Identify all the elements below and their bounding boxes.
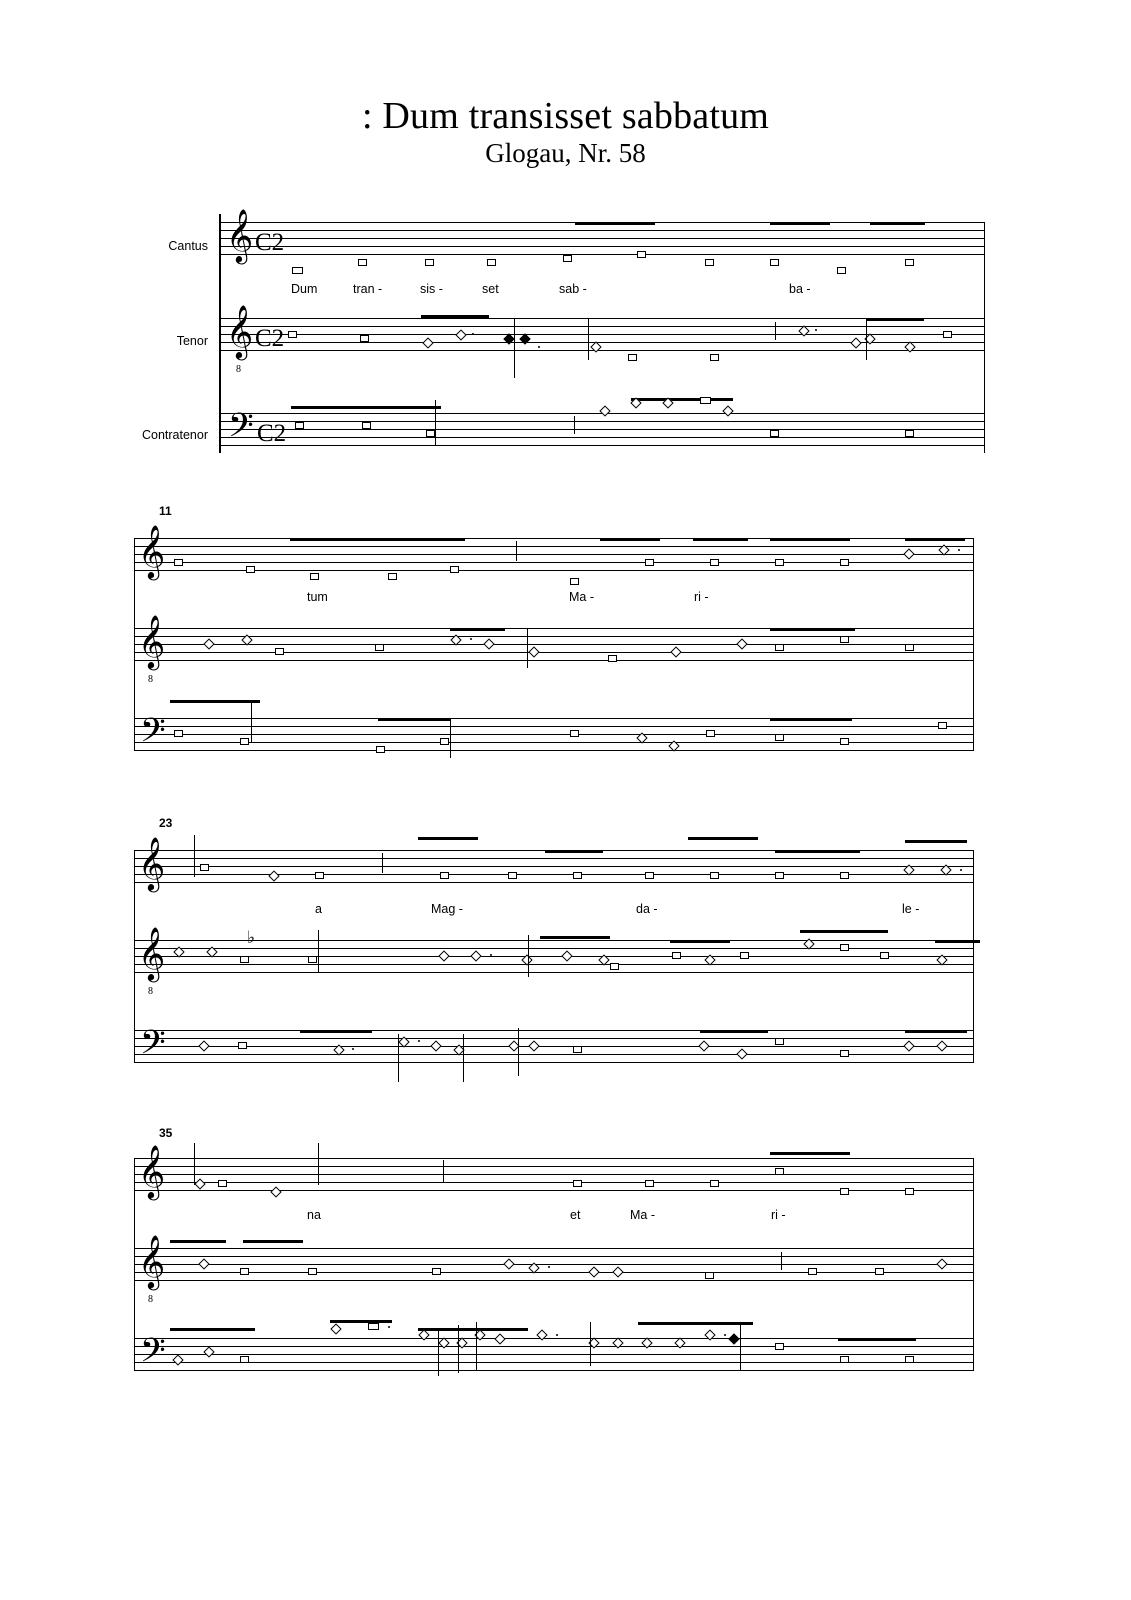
octave-8-icon: 8: [236, 364, 241, 375]
beam: [700, 1030, 768, 1033]
note: [368, 1323, 379, 1330]
note: [710, 354, 719, 361]
note: [840, 1188, 849, 1195]
stem: [514, 318, 515, 378]
bass-clef-icon: 𝄢: [140, 712, 166, 758]
lyric-syllable: sab -: [559, 282, 587, 296]
beam: [905, 538, 965, 541]
part-name-contratenor: Contratenor: [141, 428, 208, 442]
beam: [770, 1152, 850, 1155]
note: [440, 872, 449, 879]
beam: [330, 1320, 392, 1323]
staff-cantus: [134, 1158, 974, 1190]
lyric-syllable: a: [315, 902, 322, 916]
note: [740, 952, 749, 959]
treble-clef-icon: 𝄞: [138, 1234, 166, 1288]
note: [376, 746, 385, 753]
note: [200, 864, 209, 871]
lyric-syllable: ba -: [789, 282, 811, 296]
barline: [134, 1158, 135, 1370]
treble-clef-icon: 𝄞: [138, 836, 166, 890]
lyric-syllable: sis -: [420, 282, 443, 296]
stem: [443, 1160, 444, 1182]
page-subtitle: Glogau, Nr. 58: [485, 138, 646, 168]
note: [240, 956, 249, 963]
note: [426, 430, 435, 437]
note: [440, 738, 449, 745]
stem: [574, 416, 575, 434]
beam: [638, 1322, 753, 1325]
augmentation-dot: [556, 1334, 558, 1336]
treble-clef-icon: 𝄞: [226, 208, 254, 262]
stem: [781, 1252, 782, 1270]
beam: [421, 315, 489, 318]
note: [938, 722, 947, 729]
note: [608, 655, 617, 662]
note: [645, 872, 654, 879]
lyric-syllable: da -: [636, 902, 658, 916]
note: [573, 872, 582, 879]
note: [174, 559, 183, 566]
note: [710, 1180, 719, 1187]
note: [388, 573, 397, 580]
beam: [838, 1338, 916, 1341]
note: [174, 730, 183, 737]
beam: [693, 538, 748, 541]
lyric-syllable: Dum: [291, 282, 318, 296]
beam: [800, 930, 888, 933]
note: [645, 1180, 654, 1187]
lyric-syllable: le -: [902, 902, 920, 916]
treble-clef-icon: 𝄞: [138, 524, 166, 578]
stem: [398, 1034, 399, 1082]
stem: [318, 930, 319, 972]
stem: [463, 1034, 464, 1082]
note: [840, 738, 849, 745]
note: [218, 1180, 227, 1187]
octave-8-icon: 8: [148, 674, 153, 685]
beam: [600, 538, 660, 541]
measure-number: 23: [159, 816, 173, 830]
note: [710, 872, 719, 879]
note: [240, 1356, 249, 1363]
note: [775, 1168, 784, 1175]
beam: [905, 840, 967, 843]
note: [360, 335, 369, 342]
stem: [528, 935, 529, 977]
note: [573, 1180, 582, 1187]
note: [770, 430, 779, 437]
stem: [435, 400, 436, 446]
lyric-syllable: Ma -: [569, 590, 594, 604]
augmentation-dot: [724, 1334, 726, 1336]
staff-contratenor: [134, 1030, 974, 1062]
page-title: : Dum transisset sabbatum: [361, 95, 770, 137]
note: [432, 1268, 441, 1275]
note: [775, 1343, 784, 1350]
note: [840, 1050, 849, 1057]
part-name-cantus: Cantus: [168, 239, 208, 253]
note: [905, 430, 914, 437]
note: [275, 648, 284, 655]
beam: [770, 538, 850, 541]
note: [308, 1268, 317, 1275]
note: [672, 952, 681, 959]
staff-contratenor: [134, 718, 974, 750]
note: [310, 573, 319, 580]
note: [905, 644, 914, 651]
stem: [194, 1143, 195, 1185]
barline: [134, 538, 135, 750]
beam: [775, 850, 860, 853]
augmentation-dot: [388, 1326, 390, 1328]
note: [905, 1188, 914, 1195]
note: [240, 1268, 249, 1275]
staff-contratenor: [134, 1338, 974, 1370]
beam: [540, 936, 610, 939]
note: [840, 636, 849, 643]
time-signature: C2: [255, 325, 285, 352]
note: [362, 422, 371, 429]
note: [610, 963, 619, 970]
note: [295, 422, 304, 429]
octave-8-icon: 8: [148, 986, 153, 997]
note: [840, 872, 849, 879]
lyric-syllable: et: [570, 1208, 581, 1222]
stem: [458, 1325, 459, 1373]
note: [570, 730, 579, 737]
beam: [378, 718, 450, 721]
lyric-syllable: set: [482, 282, 499, 296]
lyric-syllable: tum: [307, 590, 328, 604]
note: [880, 952, 889, 959]
lyric-syllable: ri -: [771, 1208, 786, 1222]
barline: [134, 850, 135, 1062]
treble-clef-icon: 𝄞: [226, 304, 254, 358]
treble-clef-icon: 𝄞: [138, 926, 166, 980]
note: [700, 397, 711, 404]
stem: [866, 318, 867, 360]
note: [943, 331, 952, 338]
lyric-syllable: ri -: [694, 590, 709, 604]
stem: [775, 322, 776, 340]
bass-clef-icon: 𝄢: [140, 1024, 166, 1070]
time-signature: C2: [255, 229, 285, 256]
note: [246, 566, 255, 573]
beam: [770, 718, 852, 721]
note: [330, 1323, 341, 1334]
note: [450, 566, 459, 573]
beam: [631, 398, 733, 401]
note: [288, 331, 297, 338]
note: [375, 644, 384, 651]
stem: [588, 318, 589, 360]
beam: [770, 628, 855, 631]
note: [840, 1356, 849, 1363]
note: [240, 738, 249, 745]
note: [775, 872, 784, 879]
note: [808, 1268, 817, 1275]
bass-clef-icon: 𝄢: [228, 407, 254, 453]
note: [315, 872, 324, 879]
note: [238, 1042, 247, 1049]
beam: [170, 700, 260, 703]
lyric-syllable: Ma -: [630, 1208, 655, 1222]
note: [573, 1046, 582, 1053]
note: [706, 730, 715, 737]
lyric-syllable: na: [307, 1208, 321, 1222]
stem: [438, 1330, 439, 1376]
note: [705, 1272, 714, 1279]
time-signature: C2: [257, 420, 287, 447]
note: [775, 644, 784, 651]
treble-clef-icon: 𝄞: [138, 1144, 166, 1198]
stem: [251, 701, 252, 743]
bass-clef-icon: 𝄢: [140, 1332, 166, 1378]
barline: [973, 850, 974, 1062]
beam: [290, 538, 465, 541]
note: [840, 944, 849, 951]
measure-number: 35: [159, 1126, 173, 1140]
stem: [516, 541, 517, 561]
stem: [518, 1028, 519, 1076]
beam: [243, 1240, 303, 1243]
note: [775, 1038, 784, 1045]
note: [645, 559, 654, 566]
beam: [545, 850, 603, 853]
note: [775, 734, 784, 741]
beam: [866, 318, 924, 321]
beam: [291, 406, 441, 409]
beam: [670, 940, 730, 943]
beam: [688, 837, 758, 840]
note: [570, 578, 579, 585]
beam: [170, 1240, 226, 1243]
beam: [905, 1030, 967, 1033]
staff-tenor: [134, 1248, 974, 1280]
stem: [194, 835, 195, 877]
note: [840, 559, 849, 566]
stem: [740, 1322, 741, 1370]
staff-contratenor: [220, 413, 985, 445]
barline: [973, 538, 974, 750]
final-barline: [973, 1158, 974, 1370]
stem: [382, 853, 383, 873]
lyric-syllable: Mag -: [431, 902, 463, 916]
lyric-syllable: tran -: [353, 282, 383, 296]
beam: [170, 1328, 255, 1331]
stem: [527, 628, 528, 668]
stem: [450, 718, 451, 758]
stem: [476, 1322, 477, 1370]
flat-accidental: ♭: [247, 928, 256, 948]
note: [775, 559, 784, 566]
beam: [450, 628, 505, 631]
beam: [300, 1030, 372, 1033]
stem: [318, 1143, 319, 1185]
stem: [590, 1322, 591, 1366]
note: [628, 354, 637, 361]
note: [875, 1268, 884, 1275]
part-name-tenor: Tenor: [176, 334, 208, 348]
beam: [418, 837, 478, 840]
note: [508, 872, 517, 879]
note: [905, 1356, 914, 1363]
note: [308, 956, 317, 963]
staff-tenor: [134, 628, 974, 660]
note: [710, 559, 719, 566]
measure-number: 11: [159, 504, 172, 518]
beam: [418, 1328, 528, 1331]
octave-8-icon: 8: [148, 1294, 153, 1305]
treble-clef-icon: 𝄞: [138, 614, 166, 668]
